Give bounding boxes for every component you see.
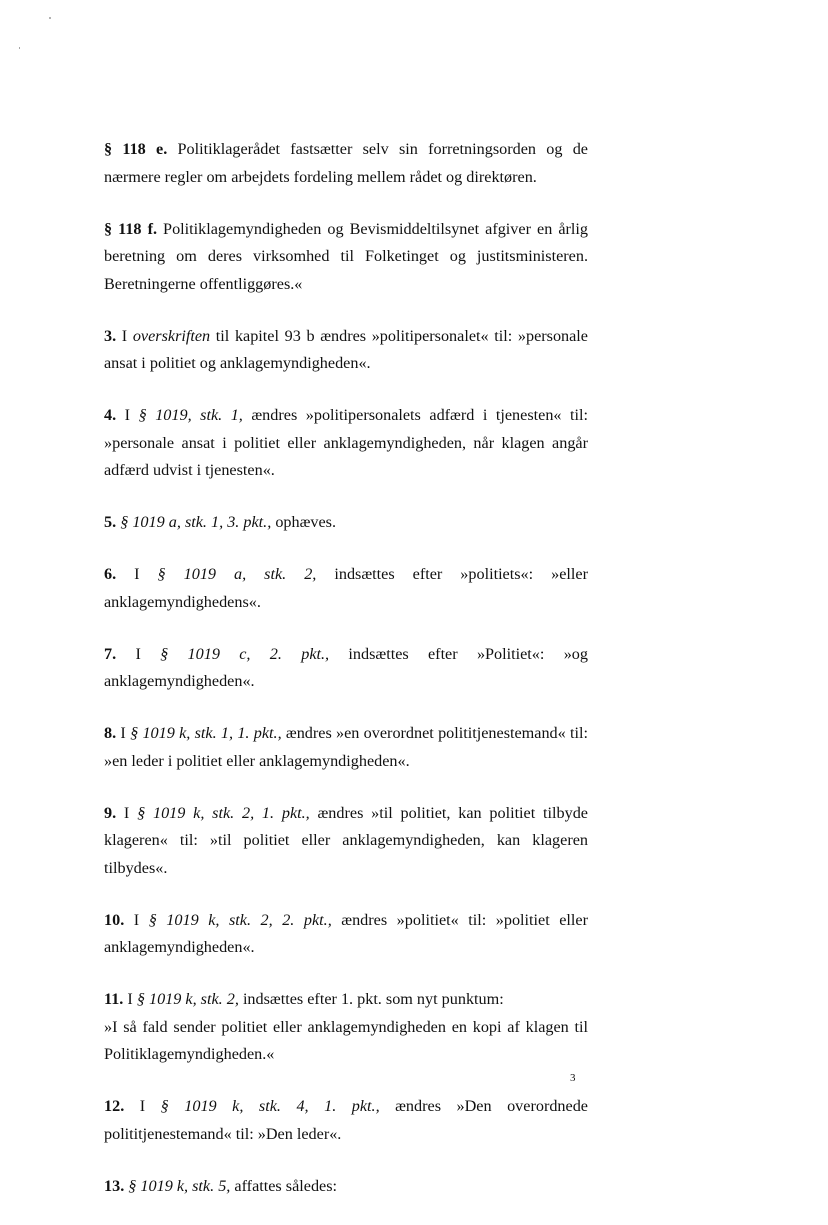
amendment-prefix: I xyxy=(116,326,133,345)
amendment-prefix: I xyxy=(116,724,131,742)
amendment-number: 3. xyxy=(104,326,117,345)
amendment-prefix: I xyxy=(116,803,138,822)
amendment-text: til kapitel 93 b ændres »politipersonalet« til: »personale ansat i politiet og anklagemyndigheden«. xyxy=(104,326,588,372)
amendment-prefix: I xyxy=(123,990,137,1008)
amendment-reference: § 1019 k, stk. 2, 2. pkt., xyxy=(148,910,332,929)
paragraph-text: Politiklagerådet fastsætter selv sin forretningsorden og de nærmere regler om arbejdets fordeling mellem rådet og direktøren. xyxy=(104,140,588,186)
section-number: § 118 e. xyxy=(104,140,168,158)
amendment-prefix: I xyxy=(116,406,139,424)
amendment-reference: § 1019 a, stk. 2, xyxy=(157,565,317,583)
scan-speck xyxy=(19,47,20,49)
amendment-text: affattes således: xyxy=(230,1176,338,1195)
amendment-number: 10. xyxy=(104,910,125,929)
amendment-5 xyxy=(104,509,588,537)
amendment-prefix: I xyxy=(124,910,149,929)
amendment-text: indsættes efter »politiets«: »eller anklagemyndighedens«. xyxy=(104,565,588,611)
amendment-10 xyxy=(104,907,588,962)
amendment-6 xyxy=(104,561,588,616)
section-number: § 118 f. xyxy=(104,219,158,238)
inserted-sentence: »I så fald sender politiet eller anklagemyndigheden en kopi af klagen til Politiklagemyndigheden.« xyxy=(104,1017,588,1063)
amendment-9 xyxy=(104,800,588,883)
amendment-13 xyxy=(104,1173,588,1201)
amendment-text: indsættes efter »Politiet«: »og anklagemyndigheden«. xyxy=(104,644,588,690)
amendment-text: ophæves. xyxy=(271,513,337,531)
amendment-text: ændres »politiet« til: »politiet eller anklagemyndigheden«. xyxy=(104,910,588,956)
amendment-prefix: I xyxy=(124,1097,161,1115)
amendment-number: 7. xyxy=(104,644,117,663)
paragraph-text: Politiklagemyndigheden og Bevismiddeltilsynet afgiver en årlig beretning om deres virksomhed til Folketinget og justitsministeren. Beretningerne offentliggøres.« xyxy=(104,219,588,293)
amendment-reference: § 1019 a, stk. 1, 3. pkt., xyxy=(120,513,272,531)
amendment-12 xyxy=(104,1093,588,1148)
amendment-number: 11. xyxy=(104,990,124,1008)
amendment-prefix: I xyxy=(116,565,158,583)
amendment-8 xyxy=(104,720,588,775)
amendment-4 xyxy=(104,402,588,485)
document-body xyxy=(104,136,588,1225)
amendment-number: 8. xyxy=(104,724,117,742)
amendment-number: 5. xyxy=(104,513,117,531)
amendment-reference: § 1019 c, 2. pkt., xyxy=(160,644,330,663)
amendment-first-line xyxy=(104,986,588,1014)
amendment-reference: § 1019 k, stk. 4, 1. pkt., xyxy=(160,1097,380,1115)
amendment-reference: § 1019 k, stk. 1, 1. pkt., xyxy=(130,724,282,742)
amendment-text: ændres »Den overordnede polititjenestemand« til: »Den leder«. xyxy=(104,1097,588,1143)
paragraph-118e xyxy=(104,136,588,191)
amendment-text: ændres »til politiet, kan politiet tilbyde klageren« til: »til politiet eller anklagemyndigheden, kan klageren tilbydes«. xyxy=(104,803,588,877)
amendment-11 xyxy=(104,986,588,1069)
amendment-reference: § 1019, stk. 1, xyxy=(138,406,243,424)
amendment-7 xyxy=(104,641,588,696)
amendment-number: 12. xyxy=(104,1097,125,1115)
amendment-text: ændres »politipersonalets adfærd i tjenesten« til: »personale ansat i politiet eller anklagemyndigheden, når klagen angår adfærd udvist i tjenesten«. xyxy=(104,406,589,479)
amendment-reference: overskriften xyxy=(132,326,211,345)
amendment-reference: § 1019 k, stk. 2, xyxy=(136,990,239,1008)
amendment-number: 4. xyxy=(104,406,117,424)
amendment-reference: § 1019 k, stk. 2, 1. pkt., xyxy=(137,803,310,822)
amendment-reference: § 1019 k, stk. 5, xyxy=(128,1176,231,1195)
paragraph-118f xyxy=(104,216,588,299)
amendment-prefix: I xyxy=(116,644,161,663)
amendment-number: 9. xyxy=(104,803,117,822)
amendment-3 xyxy=(104,323,588,378)
amendment-text: ændres »en overordnet polititjenestemand« til: »en leder i politiet eller anklagemyndigheden«. xyxy=(104,724,589,770)
amendment-number: 13. xyxy=(104,1176,125,1195)
page-number: 3 xyxy=(570,1072,576,1084)
scan-speck xyxy=(49,17,51,19)
amendment-text: indsættes efter 1. pkt. som nyt punktum: xyxy=(238,990,504,1008)
amendment-number: 6. xyxy=(104,565,117,583)
